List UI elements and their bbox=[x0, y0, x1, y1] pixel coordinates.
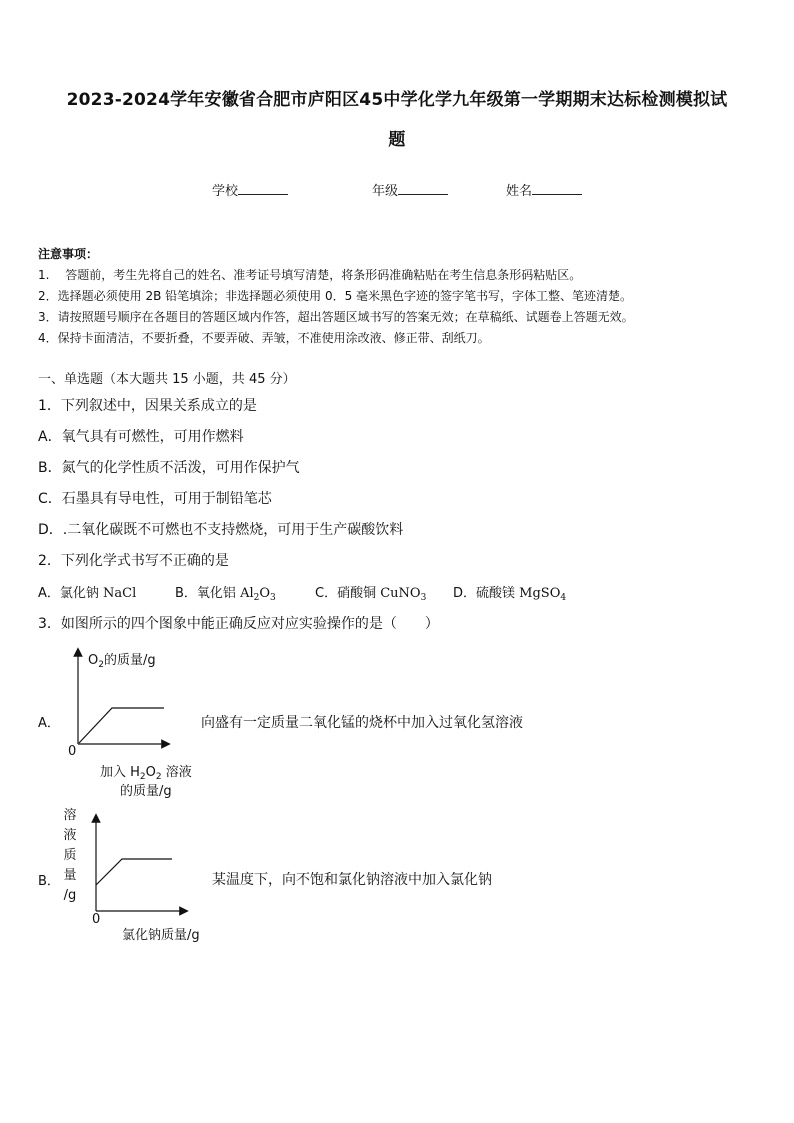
notes-heading: 注意事项： bbox=[38, 247, 99, 261]
note-item: 4．保持卡面清洁，不要折叠，不要弄破、弄皱，不准使用涂改液、修正带、刮纸刀。 bbox=[38, 331, 490, 345]
graph-a-letter: A． bbox=[38, 716, 60, 731]
school-label: 学校 bbox=[212, 184, 239, 199]
question-1-option-b: B．氮气的化学性质不活泼，可用作保护气 bbox=[38, 460, 300, 476]
question-2-option-a bbox=[38, 582, 136, 601]
graph-a-description: 向盛有一定质量二氧化锰的烧杯中加入过氧化氢溶液 bbox=[201, 715, 523, 731]
question-2-stem: 2．下列化学式书写不正确的是 bbox=[38, 553, 229, 569]
question-2-option-c bbox=[315, 582, 426, 601]
graph-b-origin: 0 bbox=[92, 912, 101, 927]
graph-a-x-label-line1: 加入 $H_2O_2$ 溶液 bbox=[100, 765, 192, 782]
name-label: 姓名 bbox=[506, 184, 533, 199]
grade-blank bbox=[398, 182, 448, 195]
notes-block bbox=[38, 244, 634, 349]
school-blank bbox=[238, 182, 288, 195]
graph-a-origin: 0 bbox=[68, 744, 77, 759]
question-1-stem: 1．下列叙述中，因果关系成立的是 bbox=[38, 398, 257, 414]
question-2-option-b bbox=[175, 582, 276, 601]
option-d-formula: MgSO$_4$ bbox=[519, 586, 567, 603]
grade-field bbox=[372, 180, 448, 199]
graph-b-x-label: 氯化钠质量/g bbox=[122, 928, 200, 943]
option-a-label: A．氯化钠 bbox=[38, 586, 99, 601]
note-item: 1. 答题前，考生先将自己的姓名、准考证号填写清楚，将条形码准确粘贴在考生信息条形码粘贴区。 bbox=[38, 268, 582, 282]
graph-b-letter: B． bbox=[38, 874, 60, 889]
question-1-option-a: A．氧气具有可燃性，可用作燃料 bbox=[38, 429, 244, 445]
option-c-label: C．硝酸铜 bbox=[315, 586, 377, 601]
question-2-option-d bbox=[453, 582, 566, 601]
note-item: 3．请按照题号顺序在各题目的答题区域内作答，超出答题区域书写的答案无效；在草稿纸、试题卷上答题无效。 bbox=[38, 310, 634, 324]
graph-b-curve bbox=[96, 859, 172, 885]
question-3-stem: 3．如图所示的四个图象中能正确反应对应实验操作的是（ ） bbox=[38, 616, 439, 632]
option-b-formula: $Al_2O_3$ bbox=[240, 586, 276, 603]
option-a-formula: NaCl bbox=[103, 586, 137, 601]
graph-b-description: 某温度下，向不饱和氯化钠溶液中加入氯化钠 bbox=[212, 872, 492, 888]
option-d-label: D．硫酸镁 bbox=[453, 586, 516, 601]
graph-b-svg bbox=[80, 812, 192, 918]
graph-a-curve bbox=[79, 708, 164, 743]
exam-title-line1: 2023-2024学年安徽省合肥市庐阳区45中学化学九年级第一学期期末达标检测模拟试 bbox=[66, 90, 728, 110]
note-item: 2．选择题必须使用 2B 铅笔填涂；非选择题必须使用 0．5 毫米黑色字迹的签字笔书写，字体工整、笔迹清楚。 bbox=[38, 289, 633, 303]
question-1-option-c: C．石墨具有导电性，可用于制铅笔芯 bbox=[38, 491, 272, 507]
question-1-option-d: D．.二氧化碳既不可燃也不支持燃烧，可用于生产碳酸饮料 bbox=[38, 522, 404, 538]
section-heading: 一、单选题（本大题共 15 小题，共 45 分） bbox=[38, 372, 296, 387]
exam-title-line2: 题 bbox=[388, 130, 406, 150]
graph-a-svg bbox=[60, 648, 180, 753]
graph-a-y-label: $O_2$的质量/g bbox=[88, 653, 156, 670]
grade-label: 年级 bbox=[372, 184, 399, 199]
graph-a-x-label-line2: 的质量/g bbox=[120, 784, 172, 799]
graph-b-y-label: 溶 液 质 量 /g bbox=[63, 808, 77, 903]
name-blank bbox=[532, 182, 582, 195]
name-field bbox=[506, 180, 582, 199]
option-c-formula: CuNO$_3$ bbox=[380, 586, 427, 603]
school-field bbox=[212, 180, 288, 199]
option-b-label: B．氧化铝 bbox=[175, 586, 236, 601]
